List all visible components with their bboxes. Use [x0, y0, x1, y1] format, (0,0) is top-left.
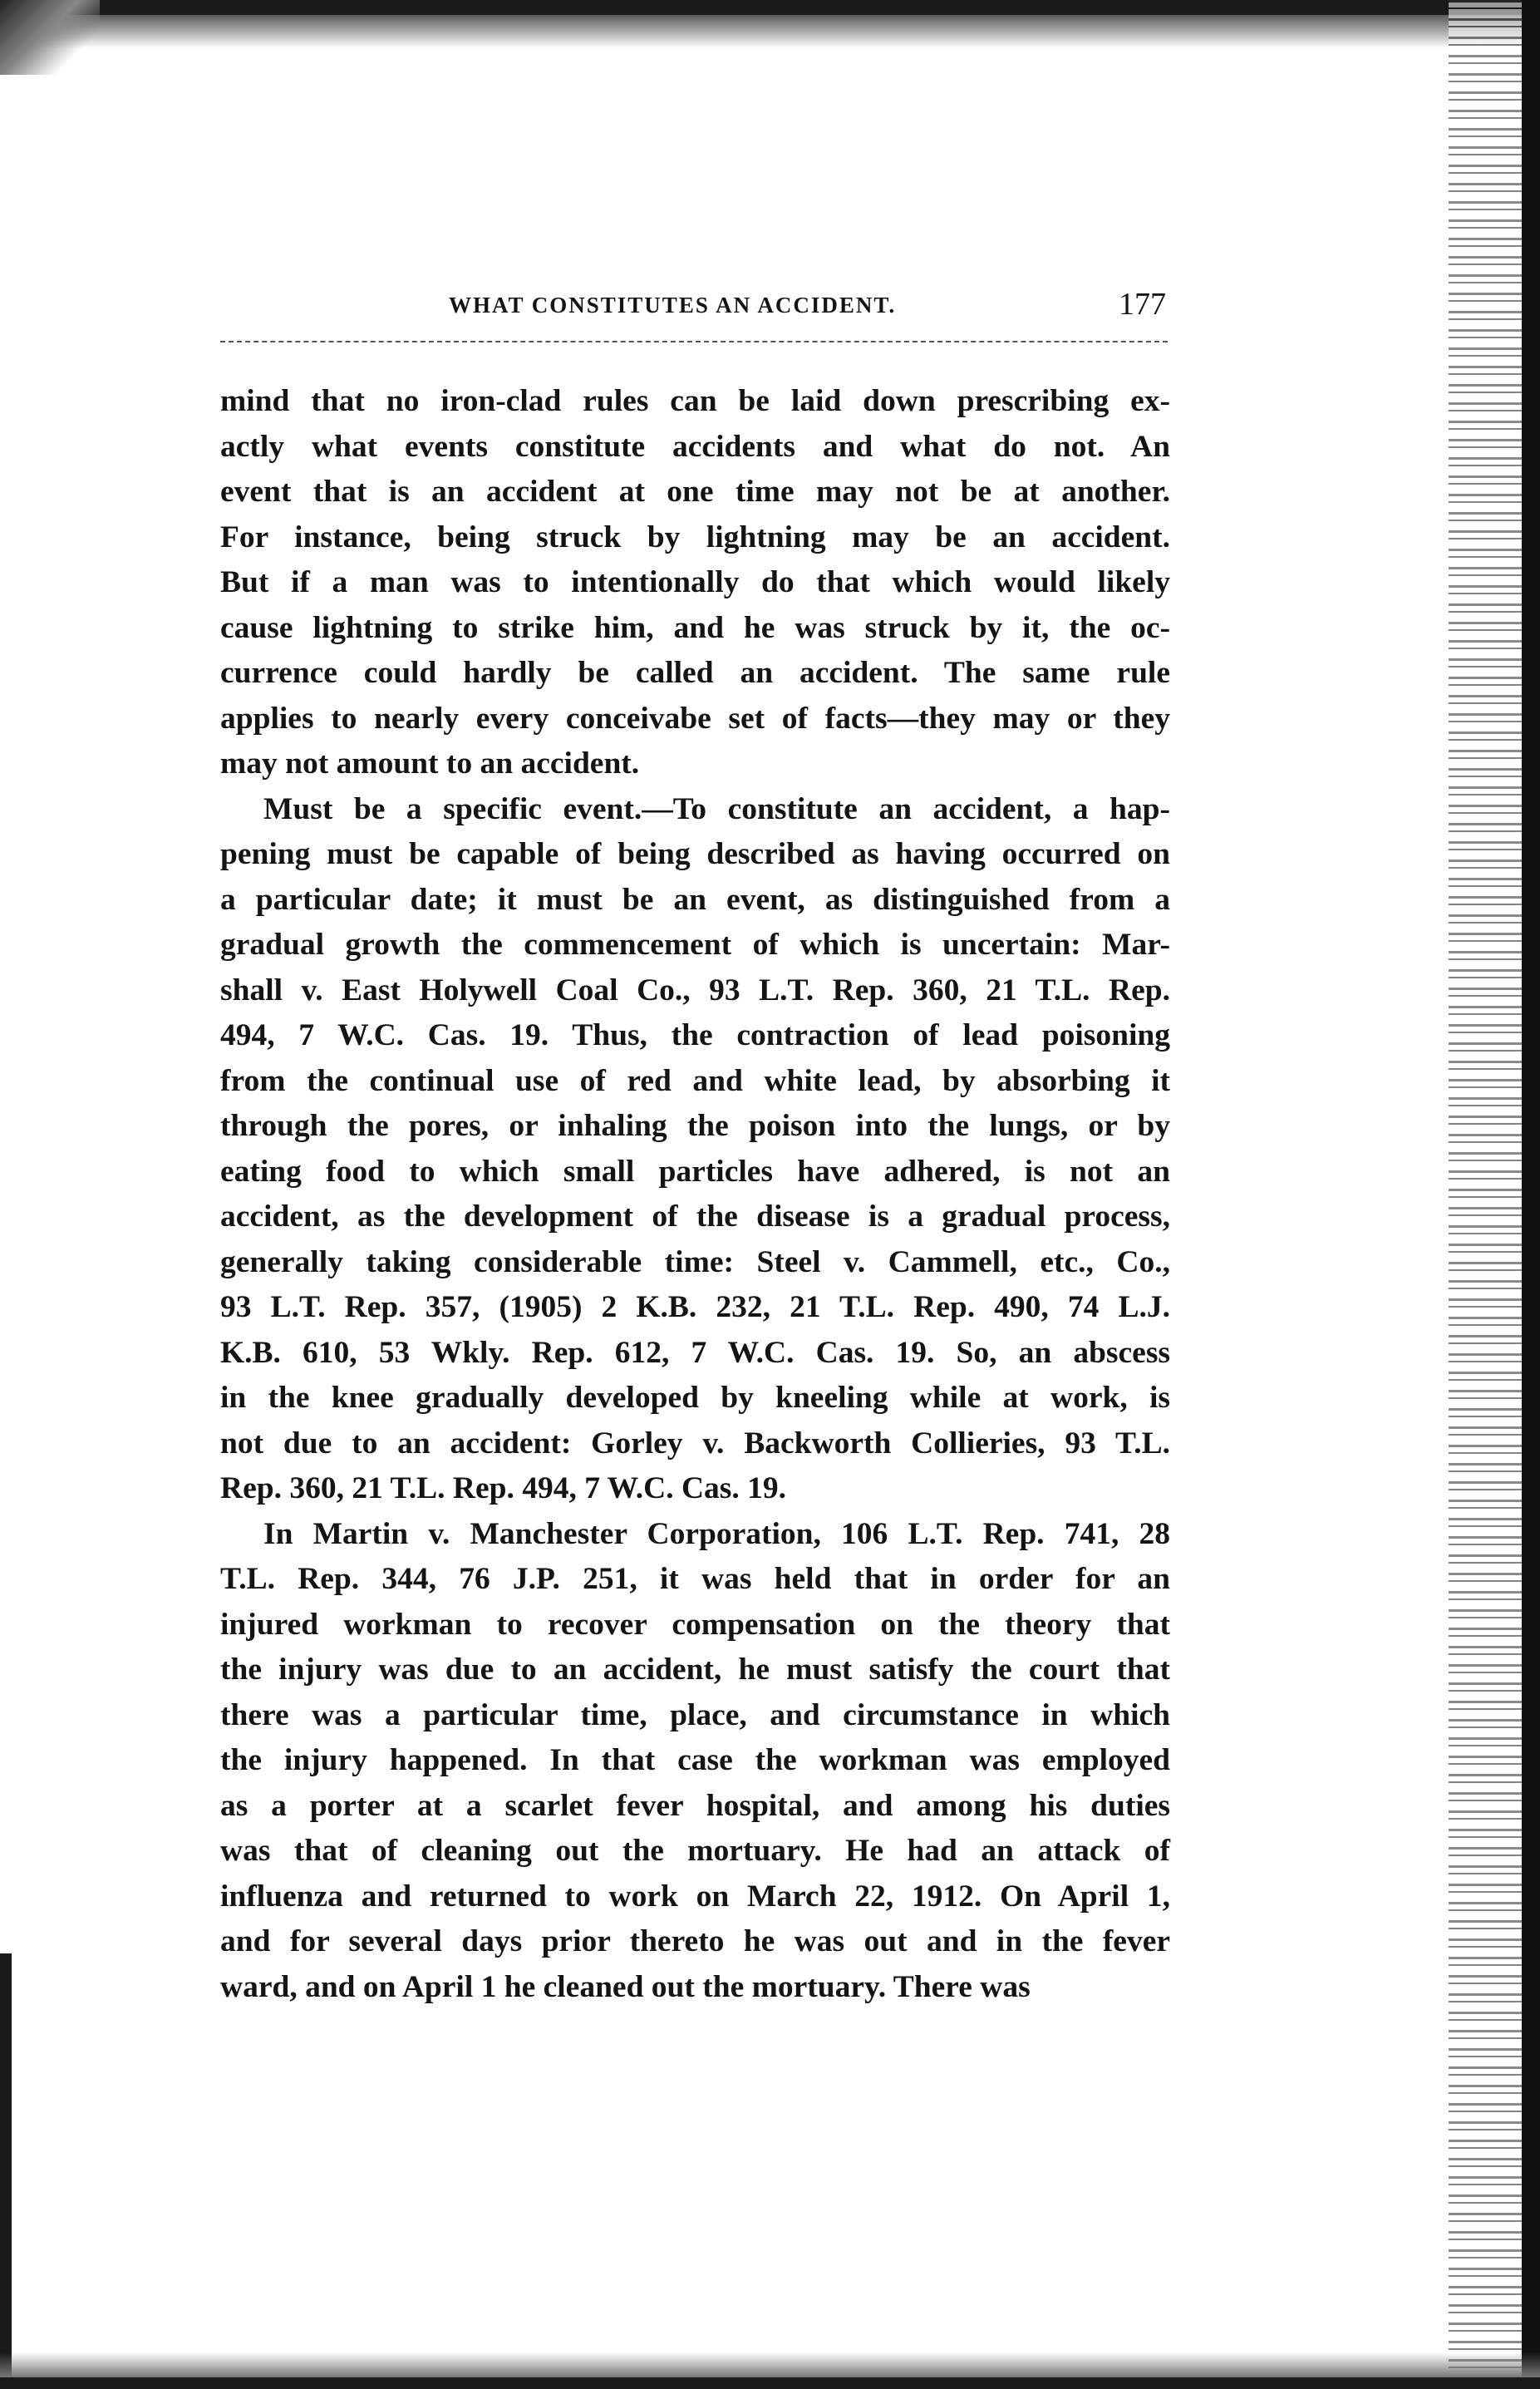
- text-line: In Martin v. Manchester Corporation, 106 L.T. Rep. 741, 28: [263, 1516, 1170, 1551]
- running-title: WHAT CONSTITUTES AN ACCIDENT.: [449, 293, 897, 318]
- scan-bottom-shadow: [0, 2352, 1540, 2377]
- text-line: mind that no iron-clad rules can be laid down prescribing ex-: [220, 384, 1170, 418]
- text-line: the injury happened. In that case the workman was employed: [220, 1743, 1170, 1777]
- text-line: eating food to which small particles have adhered, is not an: [220, 1154, 1170, 1189]
- text-line: 494, 7 W.C. Cas. 19. Thus, the contraction of lead poisoning: [220, 1018, 1170, 1052]
- text-line: and for several days prior thereto he was out and in the fever: [220, 1924, 1170, 1958]
- text-line: a particular date; it must be an event, as distinguished from a: [220, 882, 1170, 917]
- text-line: K.B. 610, 53 Wkly. Rep. 612, 7 W.C. Cas. 19. So, an abscess: [220, 1335, 1170, 1370]
- running-head: [220, 286, 1170, 336]
- text-line: But if a man was to intentionally do that which would likely: [220, 565, 1170, 599]
- text-line: not due to an accident: Gorley v. Backworth Collieries, 93 T.L.: [220, 1426, 1170, 1460]
- text-line: from the continual use of red and white lead, by absorbing it: [220, 1063, 1170, 1098]
- text-line: shall v. East Holywell Coal Co., 93 L.T. Rep. 360, 21 T.L. Rep.: [220, 973, 1170, 1007]
- scan-left-edge: [0, 1953, 12, 2389]
- text-line: influenza and returned to work on March 22, 1912. On April 1,: [220, 1879, 1170, 1914]
- text-line: in the knee gradually developed by kneeling while at work, is: [220, 1381, 1170, 1415]
- body-text: [220, 379, 1170, 2010]
- text-line: may not amount to an accident.: [220, 746, 640, 781]
- scan-top-shadow: [0, 15, 1540, 48]
- text-line: actly what events constitute accidents and what do not. An: [220, 429, 1170, 464]
- text-line: For instance, being struck by lightning may be an accident.: [220, 520, 1170, 554]
- scan-top-edge: [0, 0, 1540, 15]
- text-line: cause lightning to strike him, and he was struck by it, the oc-: [220, 610, 1170, 645]
- text-line: pening must be capable of being described as having occurred on: [220, 837, 1170, 871]
- text-line: through the pores, or inhaling the poison into the lungs, or by: [220, 1109, 1170, 1143]
- text-line: gradual growth the commencement of which is uncertain: Mar-: [220, 928, 1170, 962]
- text-line: event that is an accident at one time may not be at another.: [220, 475, 1170, 509]
- scan-corner-shadow: [0, 0, 100, 75]
- text-line: accident, as the development of the disease is a gradual process,: [220, 1199, 1170, 1234]
- text-line: the injury was due to an accident, he must satisfy the court that: [220, 1653, 1170, 1687]
- text-line: Rep. 360, 21 T.L. Rep. 494, 7 W.C. Cas. 19.: [220, 1471, 786, 1505]
- text-line: generally taking considerable time: Steel v. Cammell, etc., Co.,: [220, 1244, 1170, 1279]
- text-line: there was a particular time, place, and circumstance in which: [220, 1697, 1170, 1732]
- scan-right-border: [1522, 0, 1540, 2389]
- paragraph: [220, 787, 1170, 1512]
- text-line: T.L. Rep. 344, 76 J.P. 251, it was held that in order for an: [220, 1562, 1170, 1596]
- header-rule: [220, 341, 1168, 342]
- paragraph: [220, 1512, 1170, 2011]
- paragraph: [220, 379, 1170, 787]
- page-number: 177: [1119, 287, 1166, 322]
- text-line: currence could hardly be called an accident. The same rule: [220, 656, 1170, 690]
- text-line: Must be a specific event.—To constitute an accident, a hap-: [263, 791, 1170, 826]
- text-line: injured workman to recover compensation on the theory that: [220, 1607, 1170, 1642]
- scan-bottom-edge: [0, 2377, 1540, 2389]
- text-line: 93 L.T. Rep. 357, (1905) 2 K.B. 232, 21 T.L. Rep. 490, 74 L.J.: [220, 1290, 1170, 1324]
- text-line: applies to nearly every conceivabe set of facts—they may or they: [220, 701, 1170, 736]
- text-line: ward, and on April 1 he cleaned out the mortuary. There was: [220, 1969, 1031, 2004]
- text-line: as a porter at a scarlet fever hospital, and among his duties: [220, 1788, 1170, 1823]
- text-line: was that of cleaning out the mortuary. He had an attack of: [220, 1834, 1170, 1868]
